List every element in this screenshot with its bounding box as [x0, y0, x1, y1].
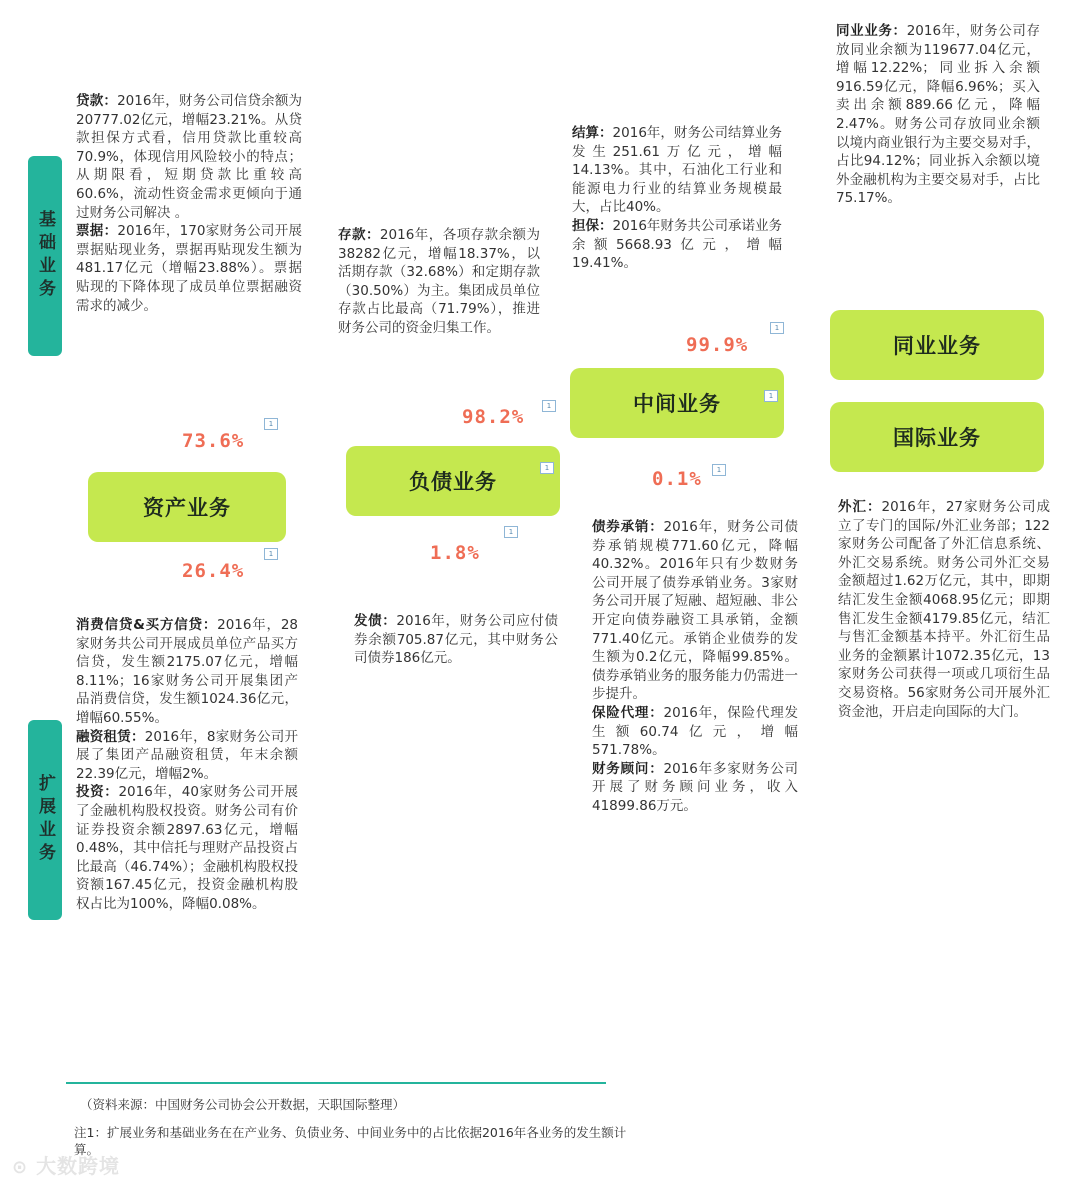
- invest-label: 投资：: [76, 784, 119, 801]
- marker: 1: [540, 462, 554, 474]
- footnote: 注1：扩展业务和基础业务在在产业务、负债业务、中间业务中的占比依据2016年各业务的发生额计算。: [74, 1125, 627, 1157]
- invest-text: 2016年，40家财务公司开展了金融机构股权投资。财务公司有价证券投资余额2897.63亿元，增幅0.48%，其中信托与理财产品投资占比最高（46.74%）；金融机构股权投资额167.45亿元，投资金融机构股权占比为100%，降幅0.08%。: [76, 784, 298, 912]
- deposit-text: 2016年，各项存款余额为38282亿元，增幅18.37%，以活期存款（32.68%）和定期存款（30.50%）为主。集团成员单位存款占比最高（71.79%），推进财务公司的资金归集工作。: [338, 227, 541, 336]
- deposit-paragraph: [338, 226, 540, 338]
- guarantee-text: 2016年财务共公司承诺业务余额5668.93亿元，增幅19.41%。: [572, 217, 783, 272]
- interbank-label: 同业业务：: [836, 23, 907, 39]
- settle-guarantee-paragraph: [572, 124, 782, 273]
- loan-text: 2016年，财务公司信贷余额为20777.02亿元，增幅23.21%。从贷款担保方式看，信用贷款比重较高70.9%，体现信用风险较小的特点；从期限看，短期贷款比重较高60.6%，流动性资金需求更倾向于通过财务公司解决 。: [76, 93, 303, 221]
- pct-intermediary-bottom: 0.1%: [652, 468, 702, 490]
- weibo-icon: ⊙: [12, 1157, 29, 1178]
- marker: 1: [542, 400, 556, 412]
- underwrite-label: 债券承销：: [592, 519, 664, 535]
- insurance-text: 2016年，保险代理发生额60.74亿元，增幅571.78%。: [592, 704, 799, 759]
- bond-issue-text: 2016年，财务公司应付债券余额705.87亿元，其中财务公司债券186亿元。: [354, 613, 559, 667]
- deposit-label: 存款：: [338, 227, 380, 243]
- pct-liabilities-top: 98.2%: [462, 406, 525, 428]
- leasing-label: 融资租赁：: [76, 728, 145, 745]
- leasing-text: 2016年，8家财务公司开展了集团产品融资租赁，年末余额22.39亿元，增幅2%。: [76, 728, 299, 782]
- watermark-text: 大数跨境: [36, 1154, 121, 1178]
- interbank-paragraph: [836, 22, 1040, 208]
- marker: 1: [264, 548, 278, 560]
- consult-text: 2016年多家财务公司开展了财务顾问业务，收入41899.86万元。: [592, 760, 799, 814]
- fx-label: 外汇：: [838, 499, 882, 515]
- pill-international: 国际业务: [830, 402, 1044, 472]
- extended-assets-paragraph: [76, 616, 298, 914]
- marker: 1: [770, 322, 784, 334]
- consumer-text: 2016年，28家财务共公司开展成员单位产品买方信贷，发生额2175.07亿元，增幅8.11%；16家财务公司开展集团产品消费信贷，发生额1024.36亿元，增幅60.55%。: [76, 617, 298, 726]
- fx-paragraph: [838, 498, 1050, 721]
- insurance-label: 保险代理：: [592, 704, 664, 721]
- pill-interbank: 同业业务: [830, 310, 1044, 380]
- guarantee-label: 担保：: [572, 217, 613, 234]
- consumer-label: 消费信贷&买方信贷：: [76, 617, 218, 633]
- pill-liabilities: 负债业务: [346, 446, 560, 516]
- pill-intermediary: 中间业务: [570, 368, 784, 438]
- settle-label: 结算：: [572, 125, 613, 141]
- footer-divider: [66, 1082, 606, 1084]
- marker: 1: [264, 418, 278, 430]
- bond-issue-label: 发债：: [354, 613, 397, 629]
- settle-text: 2016年，财务公司结算业务发生251.61万亿元，增幅14.13%。其中，石油化工行业和能源电力行业的结算业务规模最大，占比40%。: [572, 125, 783, 216]
- fx-text: 2016年，27家财务公司成立了专门的国际/外汇业务部；122家财务公司配备了外汇信息系统、外汇交易系统。财务公司外汇交易金额超过1.62万亿元，其中，即期结汇发生金额4068.95亿元；即期售汇发生金额4179.85亿元，结汇与售汇金额基本持平。外汇衍生品业务的金额累计1072.35亿元，13家财务公司获得一项或几项衍生品交易资格。56家财务公司开展外汇资金池，开启走向国际的大门。: [838, 499, 1050, 720]
- marker: 1: [764, 390, 778, 402]
- loan-bill-paragraph: [76, 92, 302, 315]
- marker: 1: [504, 526, 518, 538]
- extended-intermediary-paragraph: [592, 518, 798, 816]
- pct-liabilities-bottom: 1.8%: [430, 542, 480, 564]
- underwrite-text: 2016年，财务公司债券承销规模771.60亿元，降幅40.32%。2016年只有少数财务公司开展了债券承销业务。3家财务公司开展了短融、超短融、非公开定向债券融资工具承销，金额771.40亿元。承销企业债券的发生额为0.2亿元，降幅99.85%。债券承销业务的服务能力仍需进一步提升。: [592, 519, 799, 703]
- side-tab-basic: 基础业务: [28, 156, 62, 356]
- bond-issue-paragraph: [354, 612, 558, 668]
- source-note: （资料来源：中国财务公司协会公开数据，天职国际整理）: [80, 1097, 406, 1112]
- interbank-text: 2016年，财务公司存放同业余额为119677.04亿元，增幅12.22%；同业拆入余额916.59亿元，降幅6.96%；买入卖出余额889.66亿元，降幅2.47%。财务公司存放同业余额以境内商业银行为主要交易对手，占比94.12%；同业拆入余额以境外金融机构为主要交易对手，占比75.17%。: [836, 23, 1041, 207]
- loan-label: 贷款：: [76, 93, 118, 109]
- pct-assets-bottom: 26.4%: [182, 560, 245, 582]
- bill-text: 2016年，170家财务公司开展票据贴现业务，票据再贴现发生额为481.17亿元（增幅23.88%）。票据贴现的下降体现了成员单位票据融资需求的减少。: [76, 223, 303, 314]
- pct-intermediary-top: 99.9%: [686, 334, 749, 356]
- side-tab-extended: 扩展业务: [28, 720, 62, 920]
- pct-assets-top: 73.6%: [182, 430, 245, 452]
- watermark: [12, 1150, 120, 1179]
- bill-label: 票据：: [76, 223, 118, 240]
- marker: 1: [712, 464, 726, 476]
- consult-label: 财务顾问：: [592, 760, 664, 777]
- pill-assets: 资产业务: [88, 472, 286, 542]
